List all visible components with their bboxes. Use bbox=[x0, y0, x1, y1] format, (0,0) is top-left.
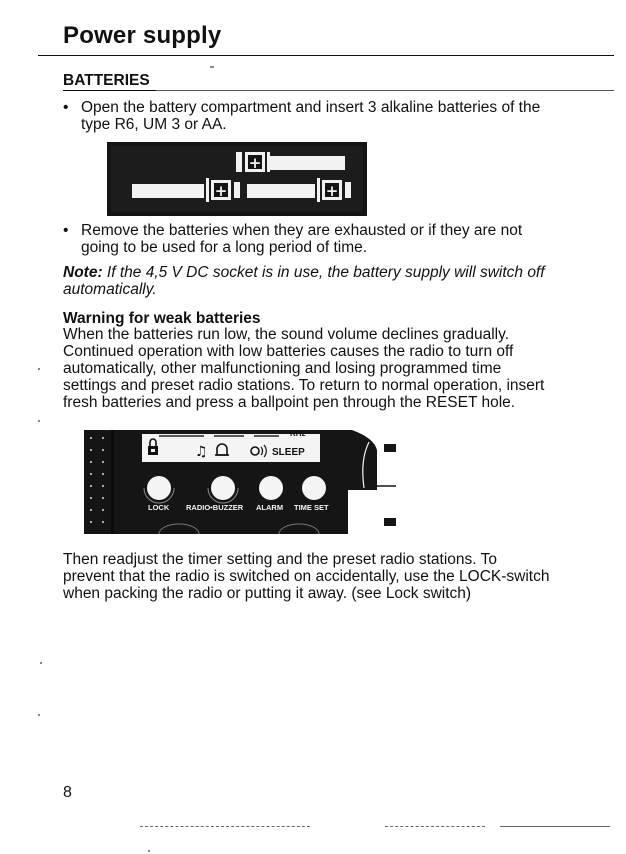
section-rule bbox=[63, 90, 156, 91]
closing-line-1: Then readjust the timer setting and the preset radio stations. To bbox=[63, 551, 497, 568]
radio-note-icon: ♫ bbox=[195, 444, 208, 460]
battery-top-plus: + bbox=[248, 154, 262, 172]
scan-artifact bbox=[385, 826, 485, 827]
closing-line-3: when packing the radio or putting it away. (see Lock switch) bbox=[63, 585, 472, 602]
note-line-2: automatically. bbox=[63, 281, 157, 298]
button-label-lock: LOCK bbox=[148, 503, 170, 512]
warning-heading: Warning for weak batteries bbox=[63, 310, 261, 327]
scan-artifact bbox=[148, 850, 150, 852]
scan-artifact bbox=[38, 714, 40, 716]
warning-line-2: Continued operation with low batteries causes the radio to turn off bbox=[63, 343, 514, 360]
battery-bottom-right-plus: + bbox=[325, 182, 339, 200]
warning-line-1: When the batteries run low, the sound volume declines gradually. bbox=[63, 326, 510, 343]
lock-button bbox=[147, 476, 171, 500]
note-text-1: If the 4,5 V DC socket is in use, the battery supply will switch off bbox=[102, 264, 545, 281]
scan-artifact bbox=[500, 826, 610, 827]
battery-bottom-left-plus: + bbox=[214, 182, 228, 200]
bullet-1-line-1: Open the battery compartment and insert 3 alkaline batteries of the bbox=[81, 99, 541, 116]
lcd-sleep-label: SLEEP bbox=[272, 447, 305, 458]
time-set-button bbox=[302, 476, 326, 500]
title-rule bbox=[38, 55, 614, 56]
bullet-2-line-1: Remove the batteries when they are exhausted or if they are not bbox=[81, 222, 523, 239]
lcd-frequency-unit: KHz bbox=[290, 430, 306, 438]
bullet-1-line-2: type R6, UM 3 or AA. bbox=[81, 116, 227, 133]
radio-control-panel-figure bbox=[84, 430, 396, 534]
warning-line-4: settings and preset radio stations. To return to normal operation, insert bbox=[63, 377, 545, 394]
scan-artifact bbox=[210, 66, 214, 68]
radio-buzzer-button bbox=[211, 476, 235, 500]
alarm-button bbox=[259, 476, 283, 500]
scan-artifact bbox=[40, 662, 42, 664]
button-label-alarm: ALARM bbox=[256, 503, 284, 512]
warning-line-5: fresh batteries and press a ballpoint pen through the RESET hole. bbox=[63, 394, 516, 411]
bullet-marker: • bbox=[63, 222, 69, 239]
button-label-time-set: TIME SET bbox=[294, 503, 329, 512]
scan-artifact bbox=[38, 368, 40, 370]
page-title: Power supply bbox=[63, 22, 222, 49]
section-heading: BATTERIES bbox=[63, 72, 150, 89]
scan-artifact bbox=[38, 420, 40, 422]
button-label-radio-buzzer: RADIO•BUZZER bbox=[186, 503, 244, 512]
warning-line-3: automatically, other malfunctioning and losing programmed time bbox=[63, 360, 502, 377]
battery-compartment-figure bbox=[107, 142, 367, 216]
section-rule-extension bbox=[156, 90, 614, 91]
note-label: Note: bbox=[63, 264, 103, 281]
closing-line-2: prevent that the radio is switched on accidentally, use the LOCK-switch bbox=[63, 568, 550, 585]
note-line-1 bbox=[63, 264, 545, 281]
bullet-marker: • bbox=[63, 99, 69, 116]
page-number: 8 bbox=[63, 784, 72, 801]
scan-artifact bbox=[140, 826, 310, 827]
bullet-2-line-2: going to be used for a long period of time. bbox=[81, 239, 368, 256]
